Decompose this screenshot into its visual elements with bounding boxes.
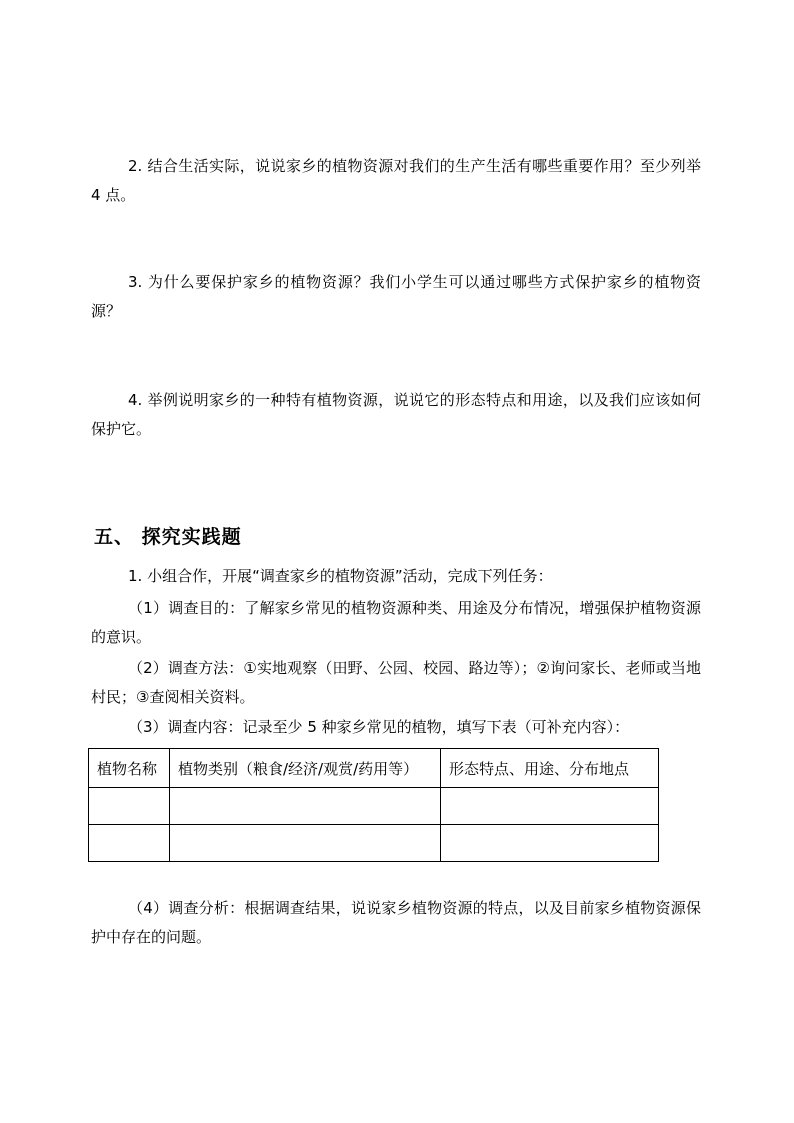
header-features-uses-location: 形态特点、用途、分布地点 xyxy=(441,749,659,788)
table-cell[interactable] xyxy=(170,788,441,825)
survey-method: （2）调查方法：①实地观察（田野、公园、校园、路边等）；②询问家长、老师或当地村民；③查阅相关资料。 xyxy=(91,659,701,706)
table-cell[interactable] xyxy=(441,825,659,862)
question-4: 4. 举例说明家乡的一种特有植物资源，说说它的形态特点和用途，以及我们应该如何保护它。 xyxy=(91,391,701,438)
survey-table xyxy=(88,748,659,862)
table-header-row xyxy=(89,749,659,788)
table-cell[interactable] xyxy=(170,825,441,862)
survey-analysis: （4）调查分析：根据调查结果，说说家乡植物资源的特点，以及目前家乡植物资源保护中存在的问题。 xyxy=(91,899,701,946)
header-plant-name: 植物名称 xyxy=(89,749,170,788)
survey-content: （3）调查内容：记录至少 5 种家乡常见的植物，填写下表（可补充内容）： xyxy=(128,718,630,736)
survey-purpose: （1）调查目的：了解家乡常见的植物资源种类、用途及分布情况，增强保护植物资源的意识。 xyxy=(91,599,701,646)
table-row xyxy=(89,788,659,825)
table-row xyxy=(89,825,659,862)
table-cell[interactable] xyxy=(89,788,170,825)
section-5-heading: 五、 探究实践题 xyxy=(94,526,242,548)
header-plant-category: 植物类别（粮食/经济/观赏/药用等） xyxy=(170,749,441,788)
question-2: 2. 结合生活实际，说说家乡的植物资源对我们的生产生活有哪些重要作用？至少列举 4 点。 xyxy=(91,157,701,204)
task-intro: 1. 小组合作，开展“调查家乡的植物资源”活动，完成下列任务： xyxy=(128,567,553,585)
table-cell[interactable] xyxy=(441,788,659,825)
table-cell[interactable] xyxy=(89,825,170,862)
question-3: 3. 为什么要保护家乡的植物资源？我们小学生可以通过哪些方式保护家乡的植物资源？ xyxy=(91,273,701,320)
